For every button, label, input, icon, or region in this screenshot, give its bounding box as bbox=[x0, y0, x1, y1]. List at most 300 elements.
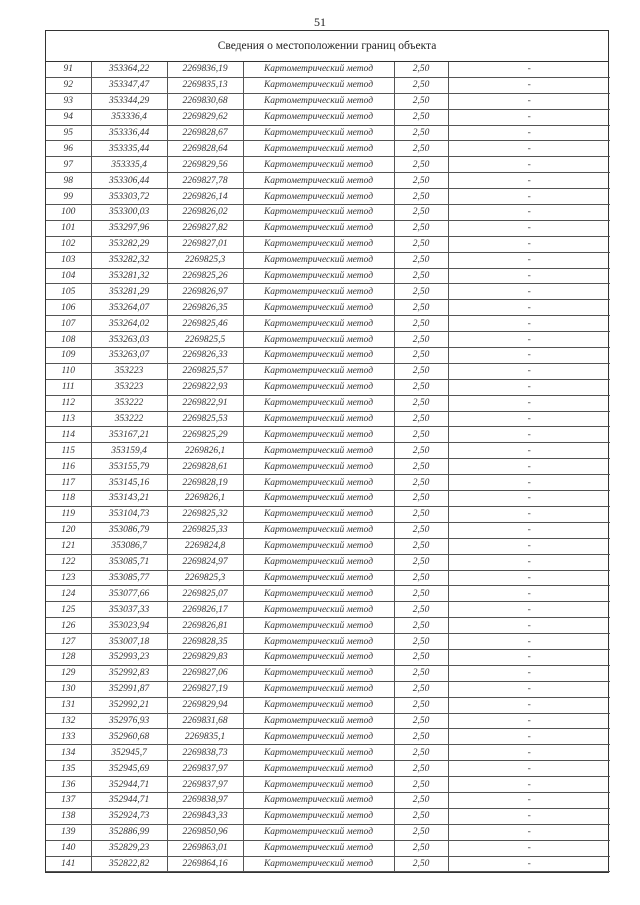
y-coordinate-cell: 2269825,5 bbox=[167, 332, 243, 348]
x-coordinate-cell: 352944,71 bbox=[91, 792, 167, 808]
x-coordinate-cell: 353344,29 bbox=[91, 93, 167, 109]
x-coordinate-cell: 353264,07 bbox=[91, 300, 167, 316]
description-cell: - bbox=[448, 379, 610, 395]
point-number-cell: 121 bbox=[46, 538, 91, 554]
accuracy-cell: 2,50 bbox=[394, 586, 448, 602]
table-row bbox=[46, 252, 610, 268]
table-row bbox=[46, 189, 610, 205]
accuracy-cell: 2,50 bbox=[394, 745, 448, 761]
y-coordinate-cell: 2269826,81 bbox=[167, 618, 243, 634]
y-coordinate-cell: 2269825,57 bbox=[167, 363, 243, 379]
method-cell: Картометрический метод bbox=[243, 618, 394, 634]
point-number-cell: 109 bbox=[46, 348, 91, 364]
description-cell: - bbox=[448, 157, 610, 173]
table-body bbox=[46, 62, 610, 872]
description-cell: - bbox=[448, 713, 610, 729]
x-coordinate-cell: 353347,47 bbox=[91, 77, 167, 93]
point-number-cell: 98 bbox=[46, 173, 91, 189]
accuracy-cell: 2,50 bbox=[394, 189, 448, 205]
x-coordinate-cell: 353085,77 bbox=[91, 570, 167, 586]
y-coordinate-cell: 2269824,97 bbox=[167, 554, 243, 570]
x-coordinate-cell: 352945,7 bbox=[91, 745, 167, 761]
method-cell: Картометрический метод bbox=[243, 729, 394, 745]
description-cell: - bbox=[448, 570, 610, 586]
method-cell: Картометрический метод bbox=[243, 824, 394, 840]
accuracy-cell: 2,50 bbox=[394, 363, 448, 379]
accuracy-cell: 2,50 bbox=[394, 824, 448, 840]
point-number-cell: 104 bbox=[46, 268, 91, 284]
table-row bbox=[46, 729, 610, 745]
point-number-cell: 136 bbox=[46, 777, 91, 793]
point-number-cell: 126 bbox=[46, 618, 91, 634]
point-number-cell: 92 bbox=[46, 77, 91, 93]
x-coordinate-cell: 353222 bbox=[91, 395, 167, 411]
table-row bbox=[46, 173, 610, 189]
method-cell: Картометрический метод bbox=[243, 125, 394, 141]
point-number-cell: 134 bbox=[46, 745, 91, 761]
method-cell: Картометрический метод bbox=[243, 665, 394, 681]
description-cell: - bbox=[448, 522, 610, 538]
description-cell: - bbox=[448, 443, 610, 459]
y-coordinate-cell: 2269827,01 bbox=[167, 236, 243, 252]
point-number-cell: 110 bbox=[46, 363, 91, 379]
method-cell: Картометрический метод bbox=[243, 649, 394, 665]
accuracy-cell: 2,50 bbox=[394, 141, 448, 157]
point-number-cell: 93 bbox=[46, 93, 91, 109]
y-coordinate-cell: 2269835,1 bbox=[167, 729, 243, 745]
y-coordinate-cell: 2269822,91 bbox=[167, 395, 243, 411]
method-cell: Картометрический метод bbox=[243, 713, 394, 729]
method-cell: Картометрический метод bbox=[243, 459, 394, 475]
description-cell: - bbox=[448, 284, 610, 300]
description-cell: - bbox=[448, 681, 610, 697]
method-cell: Картометрический метод bbox=[243, 475, 394, 491]
method-cell: Картометрический метод bbox=[243, 268, 394, 284]
accuracy-cell: 2,50 bbox=[394, 777, 448, 793]
accuracy-cell: 2,50 bbox=[394, 284, 448, 300]
x-coordinate-cell: 353336,4 bbox=[91, 109, 167, 125]
x-coordinate-cell: 353263,07 bbox=[91, 348, 167, 364]
y-coordinate-cell: 2269825,3 bbox=[167, 252, 243, 268]
accuracy-cell: 2,50 bbox=[394, 125, 448, 141]
table-row bbox=[46, 634, 610, 650]
table-row bbox=[46, 395, 610, 411]
point-number-cell: 100 bbox=[46, 205, 91, 221]
point-number-cell: 103 bbox=[46, 252, 91, 268]
accuracy-cell: 2,50 bbox=[394, 427, 448, 443]
table-row bbox=[46, 538, 610, 554]
method-cell: Картометрический метод bbox=[243, 348, 394, 364]
description-cell: - bbox=[448, 141, 610, 157]
y-coordinate-cell: 2269838,97 bbox=[167, 792, 243, 808]
x-coordinate-cell: 353263,03 bbox=[91, 332, 167, 348]
method-cell: Картометрический метод bbox=[243, 777, 394, 793]
accuracy-cell: 2,50 bbox=[394, 62, 448, 77]
table-row bbox=[46, 586, 610, 602]
point-number-cell: 108 bbox=[46, 332, 91, 348]
x-coordinate-cell: 353155,79 bbox=[91, 459, 167, 475]
description-cell: - bbox=[448, 316, 610, 332]
x-coordinate-cell: 353167,21 bbox=[91, 427, 167, 443]
x-coordinate-cell: 353282,29 bbox=[91, 236, 167, 252]
y-coordinate-cell: 2269829,56 bbox=[167, 157, 243, 173]
method-cell: Картометрический метод bbox=[243, 157, 394, 173]
y-coordinate-cell: 2269826,02 bbox=[167, 205, 243, 221]
method-cell: Картометрический метод bbox=[243, 109, 394, 125]
y-coordinate-cell: 2269838,73 bbox=[167, 745, 243, 761]
x-coordinate-cell: 353282,32 bbox=[91, 252, 167, 268]
x-coordinate-cell: 353086,7 bbox=[91, 538, 167, 554]
y-coordinate-cell: 2269828,67 bbox=[167, 125, 243, 141]
y-coordinate-cell: 2269825,3 bbox=[167, 570, 243, 586]
point-number-cell: 95 bbox=[46, 125, 91, 141]
method-cell: Картометрический метод bbox=[243, 443, 394, 459]
accuracy-cell: 2,50 bbox=[394, 173, 448, 189]
table-row bbox=[46, 824, 610, 840]
y-coordinate-cell: 2269826,97 bbox=[167, 284, 243, 300]
description-cell: - bbox=[448, 808, 610, 824]
table-row bbox=[46, 840, 610, 856]
accuracy-cell: 2,50 bbox=[394, 395, 448, 411]
description-cell: - bbox=[448, 268, 610, 284]
accuracy-cell: 2,50 bbox=[394, 681, 448, 697]
description-cell: - bbox=[448, 427, 610, 443]
y-coordinate-cell: 2269843,33 bbox=[167, 808, 243, 824]
x-coordinate-cell: 353159,4 bbox=[91, 443, 167, 459]
point-number-cell: 141 bbox=[46, 856, 91, 872]
y-coordinate-cell: 2269827,19 bbox=[167, 681, 243, 697]
table-row bbox=[46, 332, 610, 348]
point-number-cell: 132 bbox=[46, 713, 91, 729]
method-cell: Картометрический метод bbox=[243, 840, 394, 856]
table-row bbox=[46, 697, 610, 713]
accuracy-cell: 2,50 bbox=[394, 332, 448, 348]
y-coordinate-cell: 2269825,46 bbox=[167, 316, 243, 332]
point-number-cell: 112 bbox=[46, 395, 91, 411]
table-row bbox=[46, 856, 610, 872]
x-coordinate-cell: 353223 bbox=[91, 379, 167, 395]
method-cell: Картометрический метод bbox=[243, 411, 394, 427]
y-coordinate-cell: 2269863,01 bbox=[167, 840, 243, 856]
method-cell: Картометрический метод bbox=[243, 236, 394, 252]
method-cell: Картометрический метод bbox=[243, 284, 394, 300]
page-number: 51 bbox=[314, 15, 326, 29]
description-cell: - bbox=[448, 761, 610, 777]
boundary-coordinates-table bbox=[46, 62, 610, 872]
x-coordinate-cell: 352886,99 bbox=[91, 824, 167, 840]
point-number-cell: 131 bbox=[46, 697, 91, 713]
description-cell: - bbox=[448, 649, 610, 665]
y-coordinate-cell: 2269826,35 bbox=[167, 300, 243, 316]
method-cell: Картометрический метод bbox=[243, 332, 394, 348]
table-row bbox=[46, 808, 610, 824]
table-row bbox=[46, 236, 610, 252]
y-coordinate-cell: 2269827,78 bbox=[167, 173, 243, 189]
table-row bbox=[46, 125, 610, 141]
point-number-cell: 133 bbox=[46, 729, 91, 745]
x-coordinate-cell: 353223 bbox=[91, 363, 167, 379]
accuracy-cell: 2,50 bbox=[394, 411, 448, 427]
description-cell: - bbox=[448, 697, 610, 713]
document-title: Сведения о местоположении границ объекта bbox=[46, 31, 608, 62]
accuracy-cell: 2,50 bbox=[394, 665, 448, 681]
description-cell: - bbox=[448, 824, 610, 840]
point-number-cell: 138 bbox=[46, 808, 91, 824]
description-cell: - bbox=[448, 840, 610, 856]
accuracy-cell: 2,50 bbox=[394, 554, 448, 570]
table-row bbox=[46, 649, 610, 665]
accuracy-cell: 2,50 bbox=[394, 808, 448, 824]
method-cell: Картометрический метод bbox=[243, 856, 394, 872]
accuracy-cell: 2,50 bbox=[394, 602, 448, 618]
accuracy-cell: 2,50 bbox=[394, 300, 448, 316]
accuracy-cell: 2,50 bbox=[394, 634, 448, 650]
method-cell: Картометрический метод bbox=[243, 554, 394, 570]
table-row bbox=[46, 157, 610, 173]
table-row bbox=[46, 205, 610, 221]
accuracy-cell: 2,50 bbox=[394, 252, 448, 268]
table-row bbox=[46, 522, 610, 538]
method-cell: Картометрический метод bbox=[243, 363, 394, 379]
description-cell: - bbox=[448, 395, 610, 411]
accuracy-cell: 2,50 bbox=[394, 538, 448, 554]
y-coordinate-cell: 2269826,17 bbox=[167, 602, 243, 618]
point-number-cell: 129 bbox=[46, 665, 91, 681]
table-row bbox=[46, 777, 610, 793]
x-coordinate-cell: 353037,33 bbox=[91, 602, 167, 618]
method-cell: Картометрический метод bbox=[243, 808, 394, 824]
x-coordinate-cell: 353085,71 bbox=[91, 554, 167, 570]
boundary-table-frame bbox=[45, 30, 609, 873]
method-cell: Картометрический метод bbox=[243, 300, 394, 316]
description-cell: - bbox=[448, 173, 610, 189]
accuracy-cell: 2,50 bbox=[394, 729, 448, 745]
method-cell: Картометрический метод bbox=[243, 522, 394, 538]
x-coordinate-cell: 352924,73 bbox=[91, 808, 167, 824]
x-coordinate-cell: 353335,44 bbox=[91, 141, 167, 157]
y-coordinate-cell: 2269825,53 bbox=[167, 411, 243, 427]
method-cell: Картометрический метод bbox=[243, 141, 394, 157]
table-row bbox=[46, 554, 610, 570]
method-cell: Картометрический метод bbox=[243, 792, 394, 808]
table-row bbox=[46, 443, 610, 459]
table-row bbox=[46, 316, 610, 332]
accuracy-cell: 2,50 bbox=[394, 109, 448, 125]
point-number-cell: 101 bbox=[46, 220, 91, 236]
point-number-cell: 115 bbox=[46, 443, 91, 459]
y-coordinate-cell: 2269836,19 bbox=[167, 62, 243, 77]
y-coordinate-cell: 2269831,68 bbox=[167, 713, 243, 729]
description-cell: - bbox=[448, 77, 610, 93]
point-number-cell: 120 bbox=[46, 522, 91, 538]
point-number-cell: 124 bbox=[46, 586, 91, 602]
point-number-cell: 117 bbox=[46, 475, 91, 491]
accuracy-cell: 2,50 bbox=[394, 77, 448, 93]
y-coordinate-cell: 2269828,35 bbox=[167, 634, 243, 650]
accuracy-cell: 2,50 bbox=[394, 792, 448, 808]
point-number-cell: 123 bbox=[46, 570, 91, 586]
point-number-cell: 135 bbox=[46, 761, 91, 777]
description-cell: - bbox=[448, 538, 610, 554]
description-cell: - bbox=[448, 411, 610, 427]
point-number-cell: 139 bbox=[46, 824, 91, 840]
method-cell: Картометрический метод bbox=[243, 761, 394, 777]
accuracy-cell: 2,50 bbox=[394, 316, 448, 332]
method-cell: Картометрический метод bbox=[243, 93, 394, 109]
accuracy-cell: 2,50 bbox=[394, 475, 448, 491]
description-cell: - bbox=[448, 491, 610, 507]
point-number-cell: 97 bbox=[46, 157, 91, 173]
description-cell: - bbox=[448, 348, 610, 364]
accuracy-cell: 2,50 bbox=[394, 840, 448, 856]
description-cell: - bbox=[448, 618, 610, 634]
method-cell: Картометрический метод bbox=[243, 491, 394, 507]
x-coordinate-cell: 353104,73 bbox=[91, 506, 167, 522]
accuracy-cell: 2,50 bbox=[394, 618, 448, 634]
accuracy-cell: 2,50 bbox=[394, 379, 448, 395]
method-cell: Картометрический метод bbox=[243, 634, 394, 650]
table-row bbox=[46, 109, 610, 125]
y-coordinate-cell: 2269826,1 bbox=[167, 491, 243, 507]
y-coordinate-cell: 2269829,83 bbox=[167, 649, 243, 665]
description-cell: - bbox=[448, 109, 610, 125]
point-number-cell: 119 bbox=[46, 506, 91, 522]
point-number-cell: 106 bbox=[46, 300, 91, 316]
description-cell: - bbox=[448, 93, 610, 109]
point-number-cell: 118 bbox=[46, 491, 91, 507]
description-cell: - bbox=[448, 332, 610, 348]
y-coordinate-cell: 2269826,33 bbox=[167, 348, 243, 364]
method-cell: Картометрический метод bbox=[243, 395, 394, 411]
description-cell: - bbox=[448, 252, 610, 268]
table-row bbox=[46, 475, 610, 491]
y-coordinate-cell: 2269828,61 bbox=[167, 459, 243, 475]
point-number-cell: 116 bbox=[46, 459, 91, 475]
x-coordinate-cell: 352991,87 bbox=[91, 681, 167, 697]
y-coordinate-cell: 2269864,16 bbox=[167, 856, 243, 872]
x-coordinate-cell: 352945,69 bbox=[91, 761, 167, 777]
table-row bbox=[46, 618, 610, 634]
accuracy-cell: 2,50 bbox=[394, 220, 448, 236]
y-coordinate-cell: 2269837,97 bbox=[167, 761, 243, 777]
x-coordinate-cell: 353086,79 bbox=[91, 522, 167, 538]
table-row bbox=[46, 363, 610, 379]
point-number-cell: 94 bbox=[46, 109, 91, 125]
table-row bbox=[46, 411, 610, 427]
description-cell: - bbox=[448, 792, 610, 808]
accuracy-cell: 2,50 bbox=[394, 522, 448, 538]
y-coordinate-cell: 2269825,33 bbox=[167, 522, 243, 538]
y-coordinate-cell: 2269824,8 bbox=[167, 538, 243, 554]
table-row bbox=[46, 268, 610, 284]
description-cell: - bbox=[448, 363, 610, 379]
x-coordinate-cell: 353281,29 bbox=[91, 284, 167, 300]
x-coordinate-cell: 352976,93 bbox=[91, 713, 167, 729]
x-coordinate-cell: 353077,66 bbox=[91, 586, 167, 602]
accuracy-cell: 2,50 bbox=[394, 856, 448, 872]
point-number-cell: 105 bbox=[46, 284, 91, 300]
accuracy-cell: 2,50 bbox=[394, 459, 448, 475]
x-coordinate-cell: 353023,94 bbox=[91, 618, 167, 634]
table-row bbox=[46, 491, 610, 507]
x-coordinate-cell: 353143,21 bbox=[91, 491, 167, 507]
accuracy-cell: 2,50 bbox=[394, 649, 448, 665]
x-coordinate-cell: 353222 bbox=[91, 411, 167, 427]
table-row bbox=[46, 459, 610, 475]
method-cell: Картометрический метод bbox=[243, 506, 394, 522]
x-coordinate-cell: 352822,82 bbox=[91, 856, 167, 872]
point-number-cell: 113 bbox=[46, 411, 91, 427]
table-row bbox=[46, 300, 610, 316]
point-number-cell: 128 bbox=[46, 649, 91, 665]
description-cell: - bbox=[448, 300, 610, 316]
point-number-cell: 114 bbox=[46, 427, 91, 443]
accuracy-cell: 2,50 bbox=[394, 205, 448, 221]
point-number-cell: 111 bbox=[46, 379, 91, 395]
method-cell: Картометрический метод bbox=[243, 316, 394, 332]
method-cell: Картометрический метод bbox=[243, 427, 394, 443]
x-coordinate-cell: 352993,23 bbox=[91, 649, 167, 665]
x-coordinate-cell: 352944,71 bbox=[91, 777, 167, 793]
table-row bbox=[46, 141, 610, 157]
description-cell: - bbox=[448, 586, 610, 602]
description-cell: - bbox=[448, 745, 610, 761]
point-number-cell: 122 bbox=[46, 554, 91, 570]
y-coordinate-cell: 2269825,32 bbox=[167, 506, 243, 522]
y-coordinate-cell: 2269828,19 bbox=[167, 475, 243, 491]
description-cell: - bbox=[448, 220, 610, 236]
point-number-cell: 107 bbox=[46, 316, 91, 332]
point-number-cell: 99 bbox=[46, 189, 91, 205]
x-coordinate-cell: 353007,18 bbox=[91, 634, 167, 650]
table-row bbox=[46, 665, 610, 681]
x-coordinate-cell: 352992,83 bbox=[91, 665, 167, 681]
y-coordinate-cell: 2269822,93 bbox=[167, 379, 243, 395]
table-row bbox=[46, 570, 610, 586]
description-cell: - bbox=[448, 729, 610, 745]
table-row bbox=[46, 220, 610, 236]
description-cell: - bbox=[448, 62, 610, 77]
method-cell: Картометрический метод bbox=[243, 586, 394, 602]
description-cell: - bbox=[448, 634, 610, 650]
y-coordinate-cell: 2269826,14 bbox=[167, 189, 243, 205]
point-number-cell: 102 bbox=[46, 236, 91, 252]
x-coordinate-cell: 353306,44 bbox=[91, 173, 167, 189]
description-cell: - bbox=[448, 602, 610, 618]
description-cell: - bbox=[448, 777, 610, 793]
method-cell: Картометрический метод bbox=[243, 697, 394, 713]
method-cell: Картометрический метод bbox=[243, 77, 394, 93]
y-coordinate-cell: 2269828,64 bbox=[167, 141, 243, 157]
accuracy-cell: 2,50 bbox=[394, 443, 448, 459]
point-number-cell: 125 bbox=[46, 602, 91, 618]
accuracy-cell: 2,50 bbox=[394, 506, 448, 522]
table-row bbox=[46, 761, 610, 777]
y-coordinate-cell: 2269827,06 bbox=[167, 665, 243, 681]
method-cell: Картометрический метод bbox=[243, 602, 394, 618]
point-number-cell: 91 bbox=[46, 62, 91, 77]
description-cell: - bbox=[448, 236, 610, 252]
point-number-cell: 137 bbox=[46, 792, 91, 808]
description-cell: - bbox=[448, 856, 610, 872]
x-coordinate-cell: 353264,02 bbox=[91, 316, 167, 332]
table-row bbox=[46, 745, 610, 761]
x-coordinate-cell: 353297,96 bbox=[91, 220, 167, 236]
table-row bbox=[46, 602, 610, 618]
accuracy-cell: 2,50 bbox=[394, 268, 448, 284]
method-cell: Картометрический метод bbox=[243, 681, 394, 697]
table-row bbox=[46, 713, 610, 729]
